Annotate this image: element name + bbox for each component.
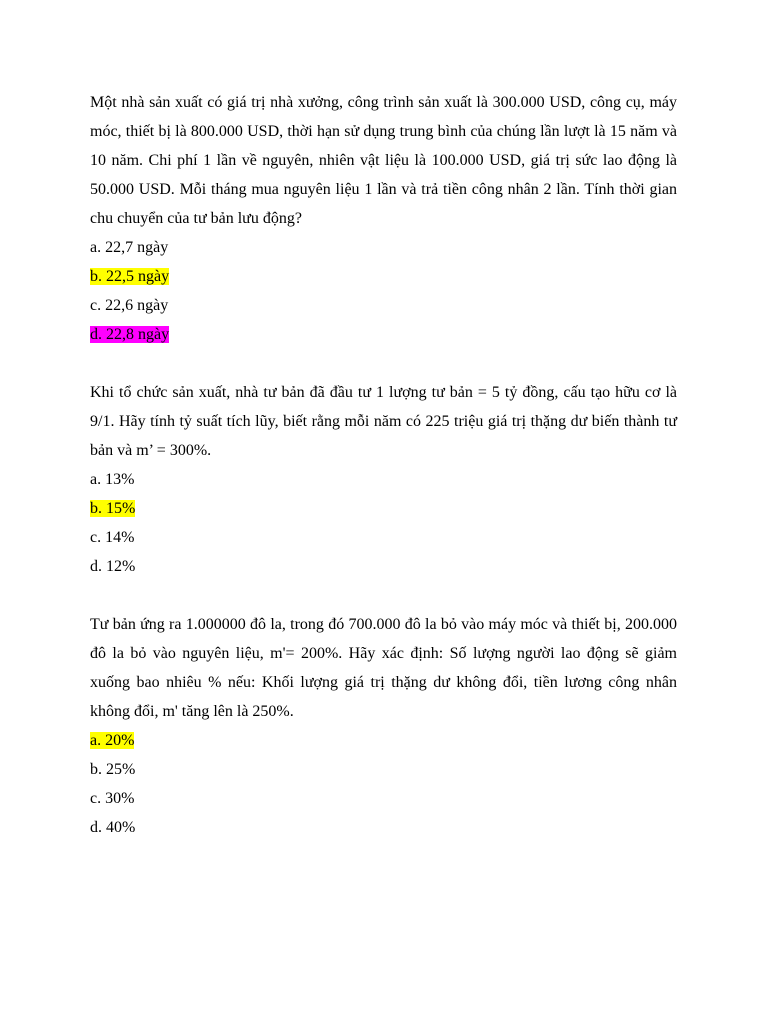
document-page	[90, 88, 677, 871]
question-text: Một nhà sản xuất có giá trị nhà xưởng, công trình sản xuất là 300.000 USD, công cụ, máy móc, thiết bị là 800.000 USD, thời hạn sử dụng trung bình của chúng lần lượt là 15 năm và 10 năm. Chi phí 1 lần về nguyên, nhiên vật liệu là 100.000 USD, giá trị sức lao động là 50.000 USD. Mỗi tháng mua nguyên liệu 1 lần và trả tiền công nhân 2 lần. Tính thời gian chu chuyển của tư bản lưu động?	[90, 94, 677, 227]
option-label: d. 40%	[90, 819, 136, 836]
option-a	[90, 465, 677, 494]
option-b	[90, 755, 677, 784]
option-label: c. 30%	[90, 790, 135, 807]
option-d-highlighted	[90, 320, 677, 349]
option-b-highlighted	[90, 494, 677, 523]
option-c	[90, 523, 677, 552]
option-list	[90, 726, 677, 842]
question-text: Khi tổ chức sản xuất, nhà tư bản đã đầu tư 1 lượng tư bản = 5 tỷ đồng, cấu tạo hữu cơ là 9/1. Hãy tính tỷ suất tích lũy, biết rằng mỗi năm có 225 triệu giá trị thặng dư biến thành tư bản và m’ = 300%.	[90, 384, 677, 459]
question-block-1	[90, 88, 677, 349]
option-label: a. 13%	[90, 471, 135, 488]
option-c	[90, 291, 677, 320]
question-block-3	[90, 610, 677, 842]
option-list	[90, 465, 677, 581]
option-label: b. 25%	[90, 761, 136, 778]
option-label: d. 22,8 ngày	[90, 326, 170, 343]
option-label: a. 22,7 ngày	[90, 239, 169, 256]
option-label: b. 15%	[90, 500, 136, 517]
option-label: c. 22,6 ngày	[90, 297, 169, 314]
option-b-highlighted	[90, 262, 677, 291]
option-list	[90, 233, 677, 349]
option-label: a. 20%	[90, 732, 135, 749]
option-label: c. 14%	[90, 529, 135, 546]
option-label: d. 12%	[90, 558, 136, 575]
option-d	[90, 813, 677, 842]
option-a-highlighted	[90, 726, 677, 755]
option-d	[90, 552, 677, 581]
option-c	[90, 784, 677, 813]
question-block-2	[90, 378, 677, 581]
option-a	[90, 233, 677, 262]
question-text: Tư bản ứng ra 1.000000 đô la, trong đó 700.000 đô la bỏ vào máy móc và thiết bị, 200.000 đô la bỏ vào nguyên liệu, m'= 200%. Hãy xác định: Số lượng người lao động sẽ giảm xuống bao nhiêu % nếu: Khối lượng giá trị thặng dư không đổi, tiền lương công nhân không đổi, m' tăng lên là 250%.	[90, 616, 677, 720]
option-label: b. 22,5 ngày	[90, 268, 170, 285]
